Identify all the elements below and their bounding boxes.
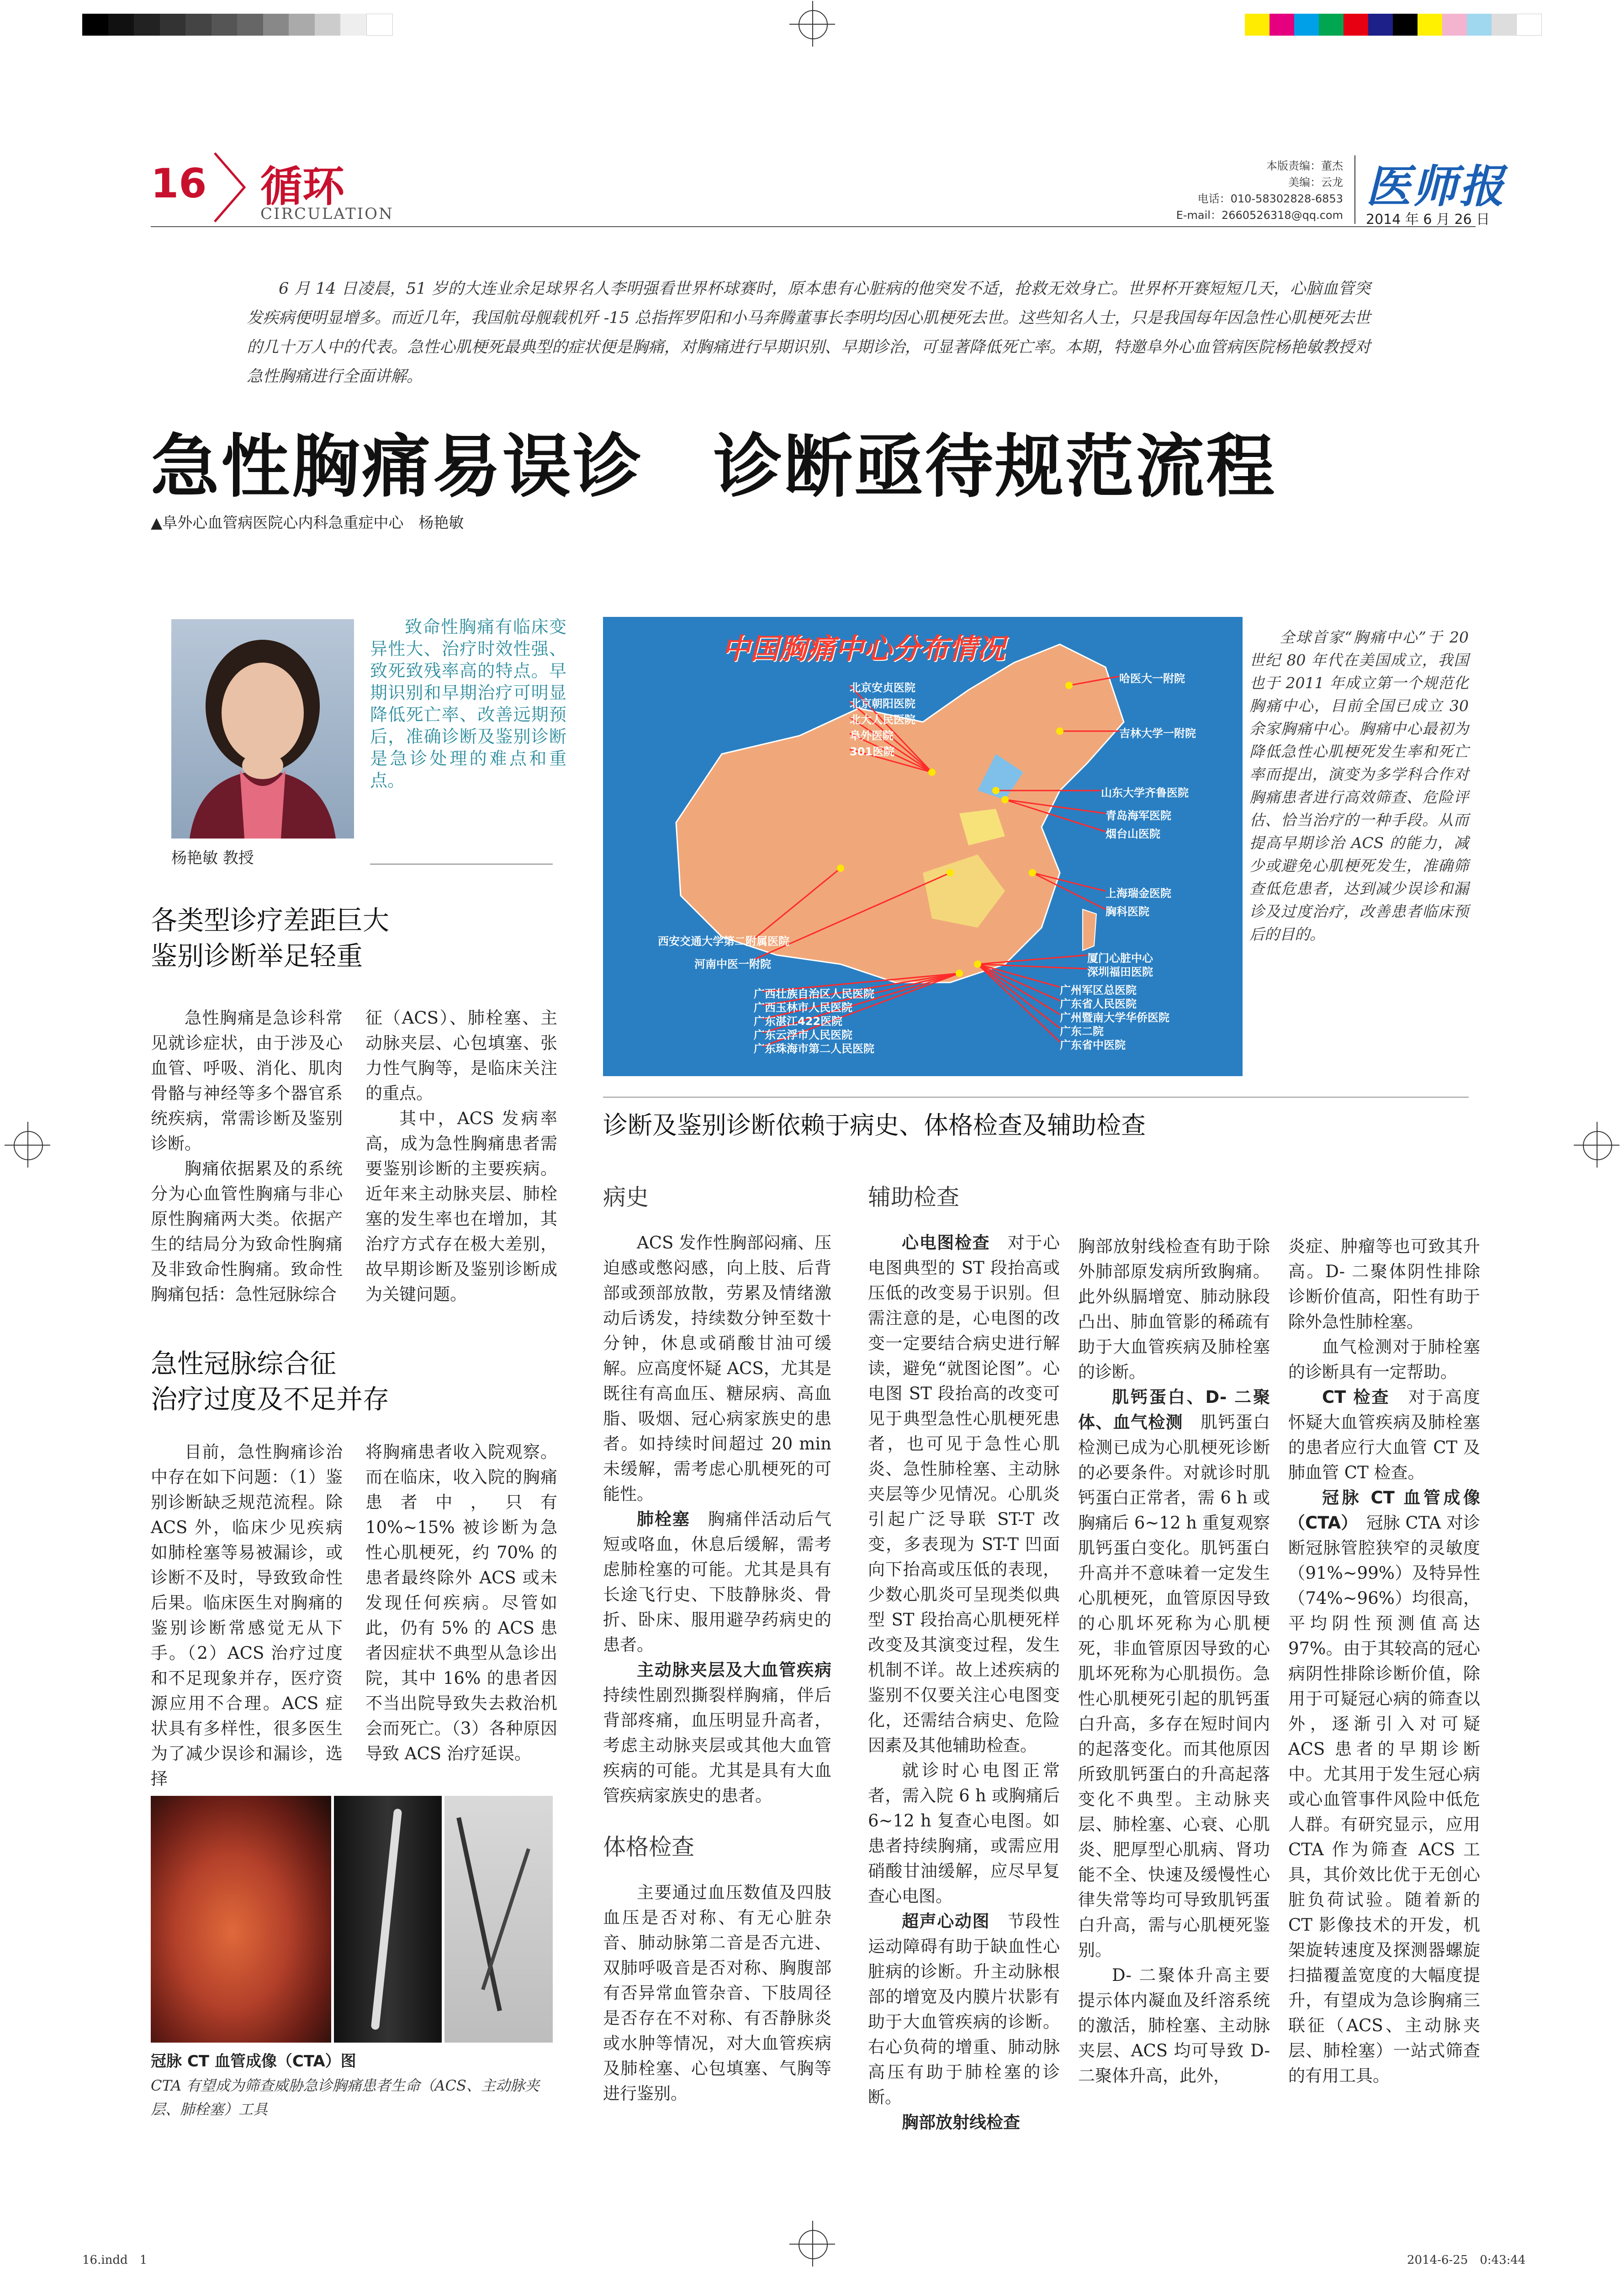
map-title: 中国胸痛中心分布情况 bbox=[722, 632, 1005, 665]
phone-number: 电话：010-58302828-6853 bbox=[1197, 192, 1343, 205]
section1-title bbox=[151, 902, 389, 974]
map-label-s-right-2: 广州军区总医院 bbox=[1060, 984, 1137, 997]
map-label-north-2: 北大人民医院 bbox=[850, 713, 915, 726]
map-caption: 全球首家“胸痛中心”于 20 世纪 80 年代在美国成立，我国也于 2011 年成立第一个规范化胸痛中心，目前全国已成立 30 余家胸痛中心。胸痛中心最初为降低急性心肌梗死发生率和死亡率而提出，演变为多学科合作对胸痛患者进行高效筛查、危险评估、恰当治疗的一种手段。从而提高早期诊治 ACS 的能力，减少或避免心肌梗死发生，准确筛查低危患者，达到减少误诊和漏诊及过度治疗，改善患者临床预后的目的。 bbox=[1249, 628, 1469, 943]
cta-figure bbox=[151, 1796, 553, 2043]
byline: ▲阜外心血管病医院心内科急重症中心 杨艳敏 bbox=[151, 514, 464, 531]
xray-label: 胸部放射线检查 bbox=[902, 2113, 1020, 2132]
ad-para bbox=[603, 1657, 831, 1808]
bg-para: 血气检测对于肺栓塞的诊断具有一定帮助。 bbox=[1288, 1337, 1480, 1382]
map-label-east-1: 青岛海军医院 bbox=[1106, 809, 1171, 822]
section2-title-line2: 治疗过度及不足并存 bbox=[151, 1384, 390, 1415]
masthead-logo: 医师报 bbox=[1366, 160, 1506, 213]
map-label-east-0: 山东大学齐鲁医院 bbox=[1101, 786, 1189, 799]
cta-label: 冠脉 CT 血管成像（CTA） bbox=[1288, 1488, 1480, 1533]
designer-credit: 美编：云龙 bbox=[1288, 176, 1343, 189]
map-label-s-right-6: 广东省中医院 bbox=[1060, 1039, 1126, 1051]
map-label-s-right-4: 广州暨南大学华侨医院 bbox=[1060, 1011, 1169, 1024]
map-label-s-left-2: 广东湛江422医院 bbox=[754, 1015, 843, 1028]
issue-date: 2014 年 6 月 26 日 bbox=[1366, 212, 1490, 228]
map-label-s-right-5: 广东二院 bbox=[1060, 1025, 1104, 1038]
ad-label: 主动脉夹层及大血管疾病 bbox=[637, 1660, 831, 1680]
map-label-s-right-1: 深圳福田医院 bbox=[1087, 966, 1153, 978]
section-title: 循环 bbox=[260, 162, 345, 211]
section2-col2 bbox=[365, 1439, 557, 1766]
echo-label: 超声心动图 bbox=[902, 1911, 990, 1931]
section1-col1 bbox=[151, 1005, 343, 1307]
section-title-en: CIRCULATION bbox=[260, 205, 394, 223]
figure-caption-title: 冠脉 CT 血管成像（CTA）图 bbox=[151, 2052, 356, 2070]
print-color-bar bbox=[1245, 14, 1542, 36]
pe-text: 胸痛伴活动后气短或咯血，休息后缓解，需考虑肺栓塞的可能。尤其是具有长途飞行史、下肢静脉炎、骨折、卧床、服用避孕药病史的患者。 bbox=[603, 1509, 832, 1655]
cta-angiogram-image bbox=[444, 1796, 553, 2043]
map-label-s-right-3: 广东省人民医院 bbox=[1060, 998, 1137, 1010]
history-subheading: 病史 bbox=[603, 1184, 649, 1210]
map-label-s-left-3: 广东云浮市人民医院 bbox=[754, 1029, 852, 1041]
cta-vessel-image bbox=[334, 1796, 442, 2043]
map-label-s-left-4: 广东珠海市第二人民医院 bbox=[754, 1042, 874, 1055]
registration-mark-left bbox=[14, 1131, 43, 1160]
ck-para bbox=[1078, 1385, 1270, 1963]
section1-col2 bbox=[365, 1005, 557, 1307]
echo-para bbox=[868, 1909, 1060, 2110]
map-label-ne-1: 吉林大学一附院 bbox=[1119, 727, 1196, 740]
xray-heading bbox=[868, 2110, 1060, 2135]
headline: 急性胸痛易误诊 诊断亟待规范流程 bbox=[151, 426, 1277, 507]
email-address: E-mail：2660526318@qq.com bbox=[1176, 209, 1343, 222]
echo-text: 节段性运动障碍有助于缺血性心脏病的诊断。升主动脉根部的增宽及内膜片状影有助于大血管疾病的诊断。右心负荷的增重、肺动脉高压有助于肺栓塞的诊断。 bbox=[868, 1911, 1060, 2107]
ecg-para-2: 就诊时心电图正常者，需入院 6 h 或胸痛后 6~12 h 复查心电图。如患者持续胸痛，或需应用硝酸甘油缓解，应尽早复查心电图。 bbox=[868, 1761, 1060, 1906]
chevron-divider-icon bbox=[212, 151, 249, 224]
map-label-north-3: 阜外医院 bbox=[850, 729, 894, 742]
pull-quote: 致命性胸痛有临床变异性大、治疗时效性强、致死致残率高的特点。早期识别和早期治疗可明显降低死亡率、改善远期预后，准确诊断及鉴别诊断是急诊处理的难点和重点。 bbox=[370, 617, 566, 791]
section1-para-4: 其中，ACS 发病率高，成为急性胸痛患者需要鉴别诊断的主要疾病。近年来主动脉夹层、肺栓塞的发生率也在增加，其治疗方式存在极大差别，故早期诊断及鉴别诊断成为关键问题。 bbox=[365, 1109, 557, 1304]
map-label-s-left-0: 广西壮族自治区人民医院 bbox=[754, 987, 874, 1000]
section2-title-line1: 急性冠脉综合征 bbox=[151, 1348, 337, 1379]
map-label-west-1: 河南中医一附院 bbox=[694, 958, 771, 971]
aux-subheading: 辅助检查 bbox=[868, 1184, 959, 1210]
map-label-s-left-1: 广西玉林市人民医院 bbox=[754, 1001, 852, 1014]
dd-para: D- 二聚体升高主要提示体内凝血及纤溶系统的激活，肺栓塞、主动脉夹层、ACS 均可导致 D- 二聚体升高，此外， bbox=[1078, 1965, 1270, 2086]
masthead-divider bbox=[1354, 155, 1355, 224]
map-label-east-2: 烟台山医院 bbox=[1106, 828, 1160, 840]
section3-colC bbox=[1078, 1234, 1270, 2088]
author-caption: 杨艳敏 教授 bbox=[171, 849, 254, 867]
ct-text: 对于高度怀疑大血管疾病及肺栓塞的患者应行大血管 CT 及肺血管 CT 检查。 bbox=[1288, 1387, 1481, 1482]
footer-timestamp: 2014-6-25 0:43:44 bbox=[1407, 2253, 1526, 2267]
ck-label: 肌钙蛋白、D- 二聚体、血气检测 bbox=[1078, 1387, 1270, 1432]
chest-pain-center-map bbox=[603, 617, 1243, 1076]
dd-para-cont: 炎症、肿瘤等也可致其升高。D- 二聚体阴性排除诊断价值高，阳性有助于除外急性肺栓塞。 bbox=[1288, 1237, 1480, 1332]
map-label-east-3: 上海瑞金医院 bbox=[1106, 887, 1171, 900]
map-label-ne-0: 哈医大一附院 bbox=[1119, 672, 1185, 685]
history-para: ACS 发作性胸部闷痛、压迫感或憋闷感，向上肢、后背部或颈部放散，劳累及情绪激动后诱发，持续数分钟至数十分钟，休息或硝酸甘油可缓解。应高度怀疑 ACS，尤其是既往有高血压、糖尿病、高血脂、吸烟、冠心病家族史的患者。如持续时间超过 20 min 未缓解，需考虑心肌梗死的可能性。 bbox=[603, 1233, 831, 1504]
exam-subheading: 体格检查 bbox=[603, 1834, 694, 1860]
section1-title-line2: 鉴别诊断举足轻重 bbox=[151, 940, 363, 971]
ad-text: 持续性剧烈撕裂样胸痛，伴后背部疼痛，血压明显升高者，考虑主动脉夹层或其他大血管疾病的可能。尤其是具有大血管疾病家族史的患者。 bbox=[603, 1685, 831, 1805]
registration-mark-right bbox=[1583, 1131, 1612, 1160]
section3-rule bbox=[603, 1097, 1469, 1098]
section1-para-1: 急性胸痛是急诊科常见就诊症状，由于涉及心血管、呼吸、消化、肌肉骨骼与神经等多个器官系统疾病，常需诊断及鉴别诊断。 bbox=[151, 1008, 343, 1153]
section1-para-3: 征（ACS）、肺栓塞、主动脉夹层、心包填塞、张力性气胸等，是临床关注的重点。 bbox=[365, 1008, 557, 1103]
figure-caption-text: CTA 有望成为筛查威胁急诊胸痛患者生命（ACS、主动脉夹层、肺栓塞）工具 bbox=[151, 2077, 540, 2118]
map-label-north-4: 301医院 bbox=[850, 745, 895, 758]
ecg-para bbox=[868, 1230, 1060, 1758]
footer-file: 16.indd 1 bbox=[82, 2253, 148, 2267]
registration-mark-bottom bbox=[799, 2230, 828, 2259]
header-credits bbox=[1169, 158, 1343, 223]
map-label-north-1: 北京朝阳医院 bbox=[850, 697, 915, 710]
intro-paragraph: 6 月 14 日凌晨，51 岁的大连业余足球界名人李明强看世界杯球赛时，原本患有心脏病的他突发不适，抢救无效身亡。世界杯开赛短短几天，心脑血管突发疾病便明显增多。而近几年，我国航母舰载机歼 -15 总指挥罗阳和小马奔腾董事长李明均因心肌梗死去世。这些知名人士，只是我国每年因急性心肌梗死去世的几十万人中的代表。急性心肌梗死最典型的症状便是胸痛，对胸痛进行早期识别、早期诊治，可显著降低死亡率。本期，特邀阜外心血管病医院杨艳敏教授对急性胸痛进行全面讲解。 bbox=[247, 280, 1370, 386]
pe-label: 肺栓塞 bbox=[637, 1509, 690, 1529]
section2-col1 bbox=[151, 1439, 343, 1791]
section2-para-1: 目前，急性胸痛诊治中存在如下问题：（1）鉴别诊断缺乏规范流程。除 ACS 外，临床少见疾病如肺栓塞等易被漏诊，或诊断不及时，导致致命性后果。临床医生对胸痛的鉴别诊断常感觉无从下手。（2）ACS 治疗过度和不足现象并存，医疗资源应用不合理。ACS 症状具有多样性，很多医生为了减少误诊和漏诊，选择 bbox=[151, 1442, 343, 1789]
section3-colB bbox=[868, 1179, 1060, 2135]
registration-mark-top bbox=[799, 10, 828, 39]
section1-title-line1: 各类型诊疗差距巨大 bbox=[151, 905, 390, 936]
map-label-north-0: 北京安贞医院 bbox=[850, 681, 915, 694]
ct-label: CT 检查 bbox=[1322, 1387, 1390, 1407]
cta-text: 冠脉 CTA 对诊断冠脉管腔狭窄的灵敏度（91%~99%）及特异性（74%~96%）均很高，平均阴性预测值高达 97%。由于其较高的冠心病阴性排除诊断价值，除用于可疑冠心病的筛查以外，逐渐引入对可疑 ACS 患者的早期诊断中。尤其用于发生冠心病或心血管事件风险中低危人群。有研究显示，应用 CTA 作为筛查 ACS 工具，其价效比优于无创心脏负荷试验。随着新的 CT 影像技术的开发，机架旋转速度及探测器螺旋扫描覆盖宽度的大幅度提升，有望成为急诊胸痛三联征（ACS、主动脉夹层、肺栓塞）一站式筛查的有用工具。 bbox=[1288, 1513, 1480, 2086]
china-map-shape bbox=[603, 617, 1243, 1076]
header-rule bbox=[151, 226, 1476, 227]
map-label-west-0: 西安交通大学第二附属医院 bbox=[658, 935, 789, 948]
pe-para bbox=[603, 1507, 831, 1657]
section3-colD bbox=[1288, 1234, 1480, 2088]
cta-heart-image bbox=[151, 1796, 331, 2043]
section3-colA bbox=[603, 1179, 831, 2106]
section1-para-2: 胸痛依据累及的系统分为心血管性胸痛与非心原性胸痛两大类。依据产生的结局分为致命性胸痛及非致命性胸痛。致命性胸痛包括：急性冠脉综合 bbox=[151, 1159, 343, 1304]
map-label-s-right-0: 厦门心脏中心 bbox=[1087, 952, 1153, 965]
cta-para bbox=[1288, 1485, 1480, 2088]
page-number: 16 bbox=[151, 160, 207, 207]
exam-para: 主要通过血压数值及四肢血压是否对称、有无心脏杂音、肺动脉第二音是否亢进、双肺呼吸音是否对称、胸腹部有否异常血管杂音、下肢周径是否存在不对称、有否静脉炎或水肿等情况，对大血管疾病及肺栓塞、心包填塞、气胸等进行鉴别。 bbox=[603, 1883, 831, 2103]
ct-para bbox=[1288, 1385, 1480, 1485]
print-grayscale-bar bbox=[82, 14, 393, 36]
section2-title bbox=[151, 1346, 389, 1417]
ck-text: 肌钙蛋白检测已成为心肌梗死诊断的必要条件。对就诊时肌钙蛋白正常者，需 6 h 或胸痛后 6~12 h 重复观察肌钙蛋白变化。肌钙蛋白升高并不意味着一定发生心肌梗死，血管原因导致的心肌坏死称为心肌梗死，非血管原因导致的心肌坏死称为心肌损伤。急性心肌梗死引起的肌钙蛋白升高，多存在短时间内的起落变化。而其他原因所致肌钙蛋白的升高起落变化不典型。主动脉夹层、肺栓塞、心衰、心肌炎、肥厚型心肌病、肾功能不全、快速及缓慢性心律失常等均可导致肌钙蛋白升高，需与心肌梗死鉴别。 bbox=[1078, 1412, 1270, 1960]
ecg-label: 心电图检查 bbox=[902, 1233, 990, 1253]
xray-para: 胸部放射线检查有助于除外肺部原发病所致胸痛。此外纵膈增宽、肺动脉段凸出、肺血管影的稀疏有助于大血管疾病及肺栓塞的诊断。 bbox=[1078, 1237, 1270, 1382]
section2-para-2: 将胸痛患者收入院观察。而在临床，收入院的胸痛患者中，只有 10%~15% 被诊断为急性心肌梗死，约 70% 的患者最终除外 ACS 或未发现任何疾病。尽管如此，仍有 5% 的 ACS 患者因症状不典型从急诊出院，其中 16% 的患者因不当出院导致失去救治机会而死亡。（3）各种原因导致 ACS 治疗延误。 bbox=[365, 1442, 557, 1763]
author-photo bbox=[171, 619, 354, 839]
map-label-east-4: 胸科医院 bbox=[1106, 905, 1149, 918]
section3-title: 诊断及鉴别诊断依赖于病史、体格检查及辅助检查 bbox=[603, 1111, 1146, 1140]
ecg-text: 对于心电图典型的 ST 段抬高或压低的改变易于识别。但需注意的是，心电图的改变一定要结合病史进行解读，避免“就图论图”。心电图 ST 段抬高的改变可见于典型急性心肌梗死患者，也可见于急性心肌炎、急性肺栓塞、主动脉夹层等少见情况。心肌炎引起广泛导联 ST-T 改变，多表现为 ST-T 凹面向下抬高或压低的表现，少数心肌炎可呈现类似典型 ST 段抬高心肌梗死样改变及其演变过程，发生机制不详。故上述疾病的鉴别不仅要关注心电图变化，还需结合病史、危险因素及其他辅助检查。 bbox=[868, 1233, 1060, 1755]
pull-quote-rule bbox=[370, 864, 553, 865]
editor-credit: 本版责编：董杰 bbox=[1266, 159, 1343, 172]
